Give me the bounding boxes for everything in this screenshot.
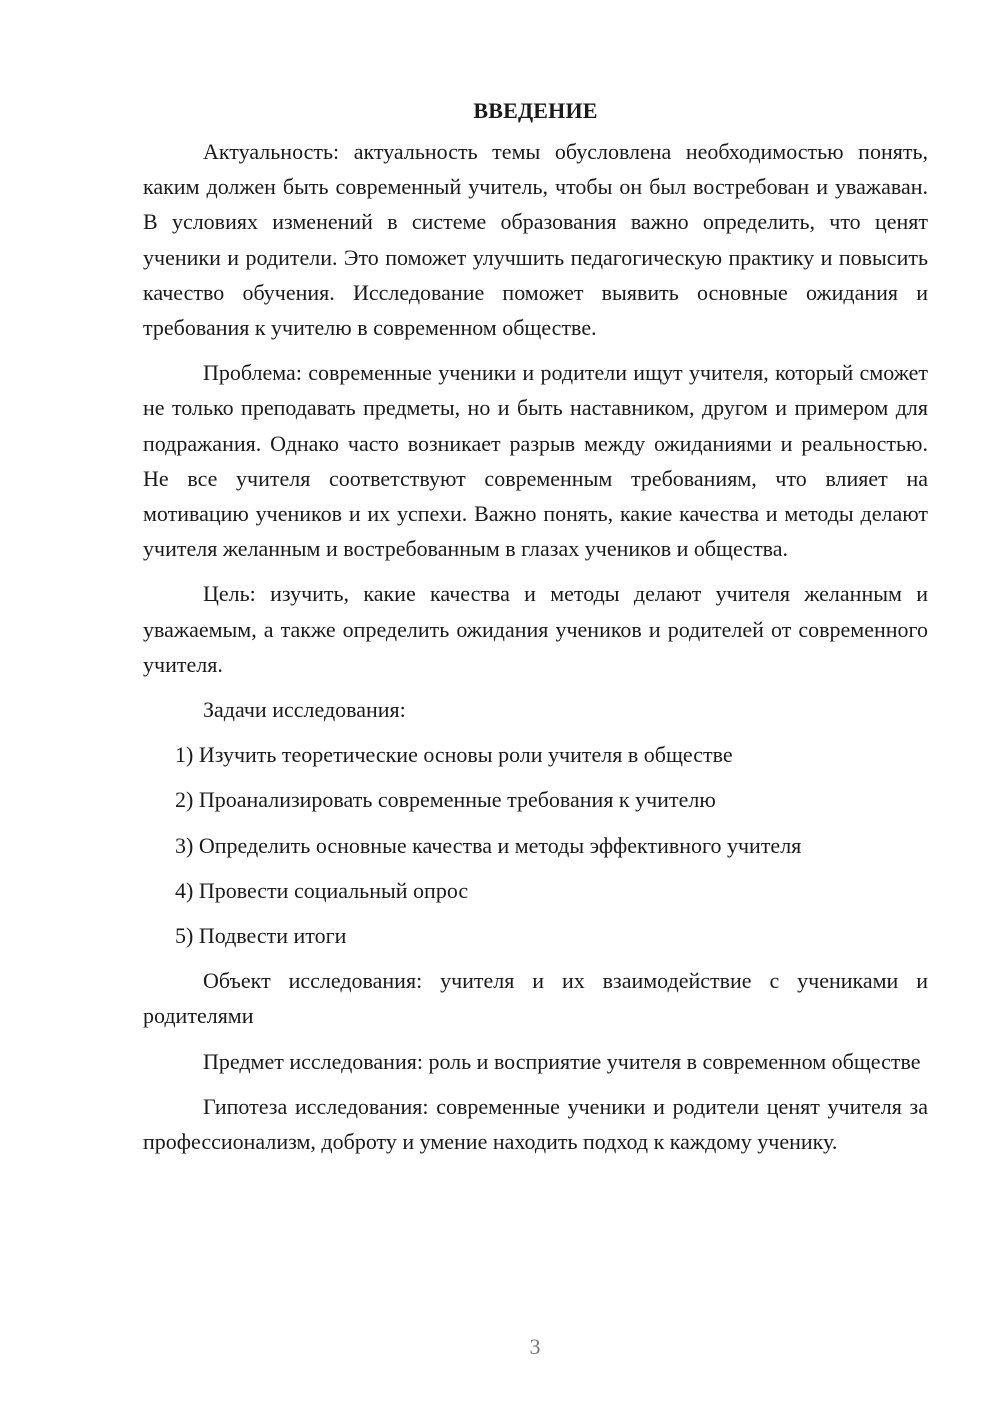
goal-paragraph: Цель: изучить, какие качества и методы делают учителя желанным и уважаемым, а также определить ожидания учеников и родителей от современного учителя. bbox=[143, 581, 928, 677]
tasks-title: Задачи исследования: bbox=[203, 697, 406, 723]
object-paragraph: Объект исследования: учителя и их взаимодействие с учениками и родителями bbox=[143, 968, 928, 1029]
section-heading: ВВЕДЕНИЕ bbox=[473, 98, 598, 123]
task-item: 3) Определить основные качества и методы эффективного учителя bbox=[175, 832, 802, 858]
task-item: 4) Провести социальный опрос bbox=[175, 877, 469, 903]
task-item: 5) Подвести итоги bbox=[175, 923, 347, 949]
task-item: 2) Проанализировать современные требования к учителю bbox=[175, 787, 716, 813]
subject-paragraph: Предмет исследования: роль и восприятие учителя в современном обществе bbox=[203, 1048, 921, 1074]
page-number: 3 bbox=[529, 1334, 541, 1359]
page-content bbox=[143, 94, 928, 1169]
tasks-list bbox=[143, 737, 928, 953]
hypothesis-paragraph: Гипотеза исследования: современные ученики и родители ценят учителя за профессионализм, доброту и умение находить подход к каждому ученику. bbox=[143, 1093, 928, 1155]
relevance-paragraph: Актуальность: актуальность темы обусловлена необходимостью понять, каким должен быть современный учитель, чтобы он был востребован и уважаван. В условиях изменений в системе образования важно определить, что ценят ученики и родители. Это поможет улучшить педагогическую практику и повысить качество обучения. Исследование поможет выявить основные ожидания и требования к учителю в современном обществе. bbox=[143, 139, 928, 341]
task-item: 1) Изучить теоретические основы роли учителя в обществе bbox=[175, 742, 733, 768]
problem-paragraph: Проблема: современные ученики и родители ищут учителя, который сможет не только преподавать предметы, но и быть наставником, другом и примером для подражания. Однако часто возникает разрыв между ожиданиями и реальностью. Не все учителя соответствуют современным требованиям, что влияет на мотивацию учеников и их успехи. Важно понять, какие качества и методы делают учителя желанным и востребованным в глазах учеников и общества. bbox=[143, 360, 928, 562]
